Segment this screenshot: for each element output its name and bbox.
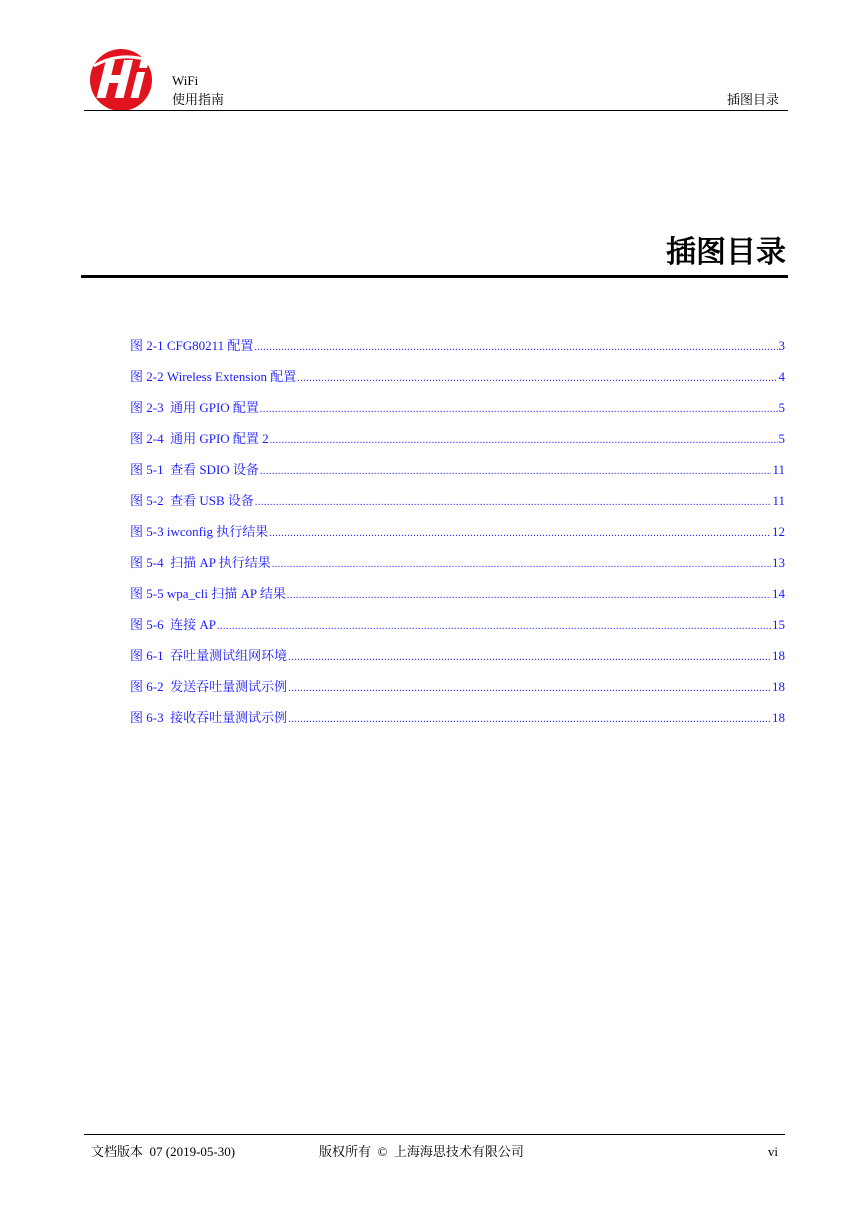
toc-entry[interactable] (130, 615, 785, 646)
toc-entry-page: 11 (772, 493, 785, 508)
toc-entry[interactable] (130, 584, 785, 615)
toc-entry-page: 11 (772, 462, 785, 477)
toc-entry[interactable] (130, 553, 785, 584)
toc-entry-label: 图 6-3 接收吞吐量测试示例 (130, 710, 288, 725)
toc-entry-page: 13 (772, 555, 785, 570)
footer-document-version: 文档版本 07 (2019-05-30) (91, 1144, 236, 1159)
toc-entry-page: 12 (772, 524, 785, 539)
toc-entry-page: 18 (772, 648, 785, 663)
toc-leader-dots (272, 555, 771, 575)
title-underline (81, 275, 788, 278)
figure-list (130, 336, 785, 739)
toc-leader-dots (297, 369, 777, 389)
toc-entry-label: 图 2-3 通用 GPIO 配置 (130, 400, 259, 415)
toc-entry-label: 图 5-6 连接 AP (130, 617, 216, 632)
toc-entry-page: 14 (772, 586, 785, 601)
toc-entry-page: 4 (778, 369, 785, 384)
toc-entry[interactable] (130, 460, 785, 491)
header-product: WiFi (172, 73, 199, 88)
toc-entry-page: 18 (772, 710, 785, 725)
toc-leader-dots (255, 493, 772, 513)
toc-entry[interactable] (130, 677, 785, 708)
toc-entry-label: 图 5-1 查看 SDIO 设备 (130, 462, 259, 477)
toc-entry-page: 3 (778, 338, 785, 353)
toc-entry-page: 15 (772, 617, 785, 632)
toc-entry-label: 图 6-2 发送吞吐量测试示例 (130, 679, 288, 694)
hisilicon-logo-icon (88, 44, 158, 112)
toc-leader-dots (288, 648, 771, 668)
toc-entry[interactable] (130, 398, 785, 429)
toc-leader-dots (269, 524, 771, 544)
toc-entry-label: 图 2-1 CFG80211 配置 (130, 338, 254, 353)
toc-entry-label: 图 2-4 通用 GPIO 配置 2 (130, 431, 269, 446)
toc-entry[interactable] (130, 429, 785, 460)
toc-entry-label: 图 5-4 扫描 AP 执行结果 (130, 555, 271, 570)
toc-entry-page: 18 (772, 679, 785, 694)
toc-entry[interactable] (130, 336, 785, 367)
toc-entry[interactable] (130, 491, 785, 522)
toc-leader-dots (260, 400, 778, 420)
toc-entry-label: 图 2-2 Wireless Extension 配置 (130, 369, 297, 384)
toc-entry-label: 图 5-5 wpa_cli 扫描 AP 结果 (130, 586, 286, 601)
toc-leader-dots (260, 462, 772, 482)
toc-leader-dots (254, 338, 777, 358)
toc-leader-dots (288, 679, 771, 699)
header-divider (84, 110, 788, 111)
toc-entry[interactable] (130, 708, 785, 739)
toc-entry[interactable] (130, 646, 785, 677)
page-title: 插图目录 (666, 235, 786, 270)
toc-entry-label: 图 5-2 查看 USB 设备 (130, 493, 254, 508)
toc-entry[interactable] (130, 367, 785, 398)
toc-entry[interactable] (130, 522, 785, 553)
toc-entry-label: 图 6-1 吞吐量测试组网环境 (130, 648, 288, 663)
toc-entry-label: 图 5-3 iwconfig 执行结果 (130, 524, 269, 539)
footer-copyright: 版权所有 © 上海海思技术有限公司 (319, 1144, 524, 1159)
header-guide-title: 使用指南 (172, 92, 225, 107)
footer-page-number: vi (767, 1144, 778, 1159)
header-section-name: 插图目录 (726, 92, 779, 107)
toc-entry-page: 5 (778, 400, 785, 415)
toc-leader-dots (288, 710, 771, 730)
toc-leader-dots (270, 431, 778, 451)
footer-divider (84, 1134, 785, 1135)
toc-leader-dots (217, 617, 771, 637)
toc-entry-page: 5 (778, 431, 785, 446)
toc-leader-dots (287, 586, 771, 606)
